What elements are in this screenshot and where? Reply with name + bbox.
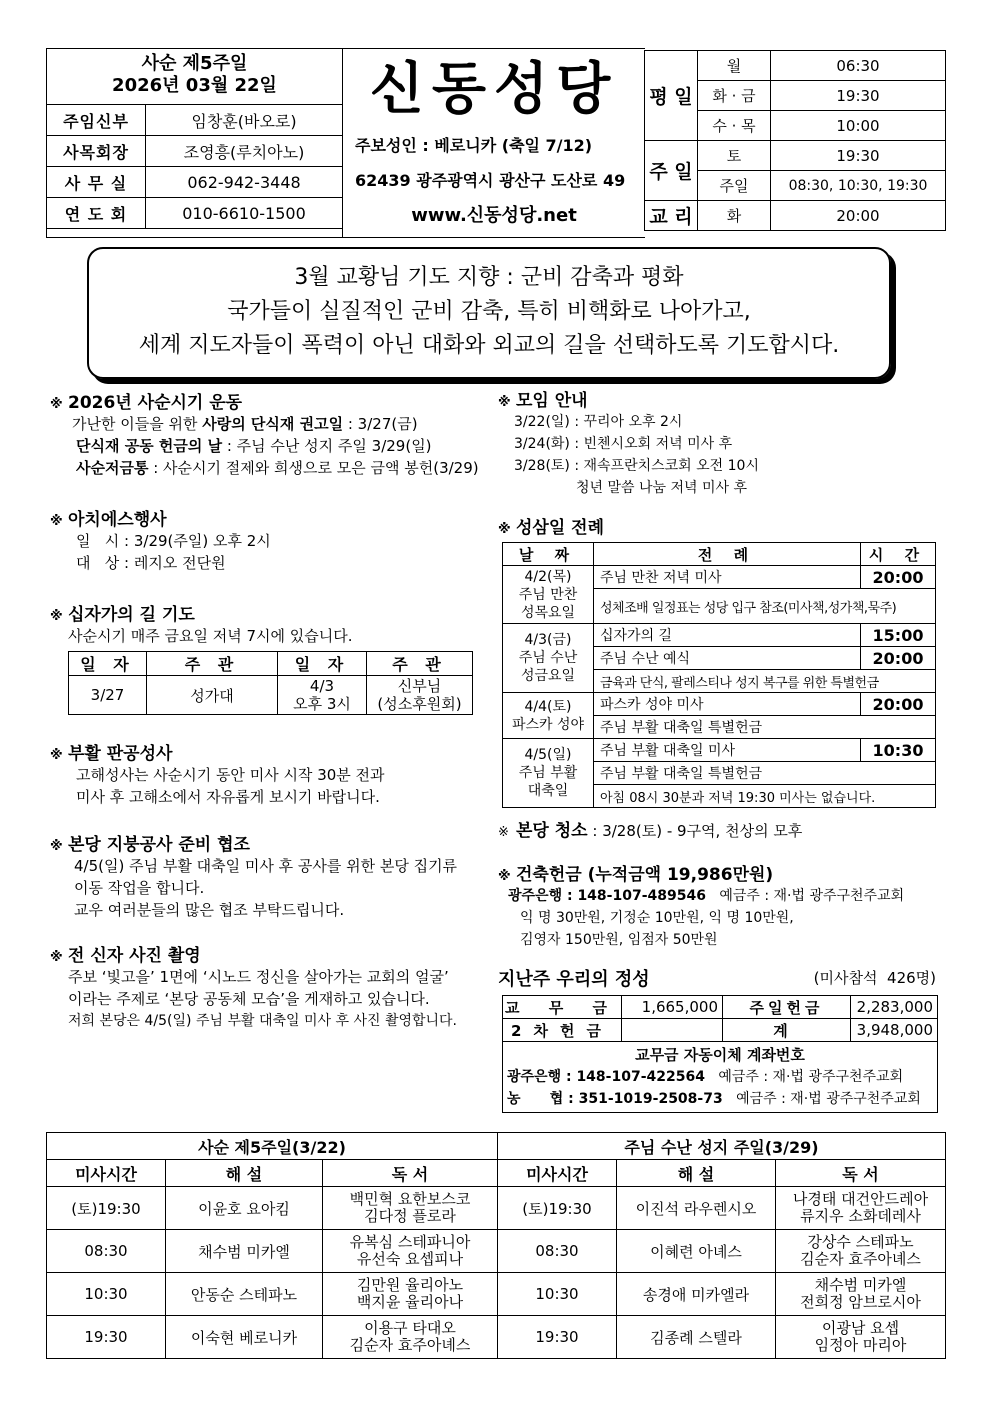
cell-line: 오후 3시 xyxy=(293,695,351,713)
schedule-day: 주일 xyxy=(698,171,771,201)
reader: 유복심 스테파니아 xyxy=(349,1233,471,1251)
date-cell xyxy=(503,693,594,739)
commentator: 김종례 스텔라 xyxy=(617,1316,776,1359)
catechism-label: 교 리 xyxy=(645,201,698,231)
cell-line: 4/5(일) xyxy=(524,747,572,763)
reference-mark-icon: ※ xyxy=(50,514,63,529)
reference-mark-icon: ※ xyxy=(498,522,511,537)
commentator: 이숙현 베로니카 xyxy=(166,1316,323,1359)
staff-value: 010-6610-1500 xyxy=(146,198,343,229)
lent-line xyxy=(72,413,496,435)
text-bold: 단식재 공동 헌금의 날 xyxy=(76,437,223,455)
acies-line: 대 상 : 레지오 전단원 xyxy=(76,554,226,572)
reference-mark-icon: ※ xyxy=(50,748,63,763)
section-title xyxy=(50,505,496,530)
reader: 김다정 플로라 xyxy=(364,1207,456,1225)
reference-mark-icon: ※ xyxy=(50,950,63,965)
reference-mark-icon: ※ xyxy=(498,869,511,884)
liturgy-cell: 주님 부활 대축일 미사 xyxy=(594,739,861,762)
col-header: 독 서 xyxy=(323,1160,498,1187)
cell-line: 파스카 성야 xyxy=(511,716,585,733)
staff-label: 사목회장 xyxy=(47,136,146,167)
mass-time: 19:30 xyxy=(498,1316,617,1359)
col-header: 해 설 xyxy=(617,1160,776,1187)
time-cell: 20:00 xyxy=(861,693,936,716)
cleaning-title: 본당 청소 xyxy=(516,821,588,841)
building-account xyxy=(508,885,942,907)
offering-label: 주일헌금 xyxy=(723,996,851,1019)
banner-line: 국가들이 실질적인 군비 감축, 특히 비핵화로 나아가고, xyxy=(227,299,751,324)
photo-title: 전 신자 사진 촬영 xyxy=(68,946,201,966)
staff-value: 조영흥(루치아노) xyxy=(146,136,343,167)
reader: 이광남 요셉 xyxy=(821,1319,900,1337)
text-bold: 광주은행 : 148-107-422564 xyxy=(507,1069,705,1085)
section-title xyxy=(50,388,496,413)
reader: 류지우 소화데레사 xyxy=(800,1207,921,1225)
section-title xyxy=(50,600,496,625)
cell-line: 4/3(금) xyxy=(524,632,572,648)
offering-value xyxy=(622,1019,723,1042)
roster-title: 사순 제5주일(3/22) xyxy=(47,1133,498,1160)
schedule-day: 토 xyxy=(698,141,771,171)
way-of-cross-table xyxy=(68,651,473,715)
photo-line: 주보 ‘빛고을’ 1면에 ‘시노드 정신을 살아가는 교회의 얼굴’ xyxy=(68,968,449,986)
mass-time: 19:30 xyxy=(47,1316,166,1359)
col-header: 시 간 xyxy=(861,543,936,566)
reference-mark-icon: ※ xyxy=(498,395,511,410)
roof-title: 본당 지붕공사 준비 협조 xyxy=(68,835,250,855)
offering-value: 2,283,000 xyxy=(851,996,938,1019)
left-column xyxy=(50,388,496,1032)
readers xyxy=(776,1273,946,1316)
col-header: 일 자 xyxy=(69,652,147,676)
triduum-table xyxy=(502,542,936,808)
attendance-count: (미사참석 426명) xyxy=(813,969,936,987)
time-cell: 20:00 xyxy=(861,647,936,670)
cell-line: 대축일 xyxy=(527,783,569,799)
acies-line: 일 시 : 3/29(주일) 오후 2시 xyxy=(76,532,271,550)
time-cell: 10:30 xyxy=(861,739,936,762)
text: 예금주 : 재·법 광주구천주교회 xyxy=(722,1091,921,1107)
reader: 백지윤 율리아나 xyxy=(356,1293,464,1311)
schedule-day: 화 xyxy=(698,201,771,231)
col-header: 해 설 xyxy=(166,1160,323,1187)
reference-mark-icon: ※ xyxy=(50,839,63,854)
donor-line: 김영자 150만원, 임점자 50만원 xyxy=(520,932,718,948)
lent-title: 2026년 사순시기 운동 xyxy=(68,393,243,413)
text: 예금주 : 재·법 광주구천주교회 xyxy=(705,888,905,904)
text-bold: 광주은행 : 148-107-489546 xyxy=(508,888,706,904)
reader: 김순자 효주아녜스 xyxy=(800,1250,921,1268)
reader: 이용구 타대오 xyxy=(364,1319,456,1337)
reader: 김만원 율리아노 xyxy=(356,1276,464,1294)
offering-label: 계 xyxy=(723,1019,851,1042)
col-header: 독 서 xyxy=(776,1160,946,1187)
liturgy-cell: 아침 08시 30분과 저녁 19:30 미사는 없습니다. xyxy=(594,785,936,808)
text: : 주님 수난 성지 주일 3/29(일) xyxy=(222,437,432,455)
col-header: 미사시간 xyxy=(498,1160,617,1187)
roof-line: 교우 여러분들의 많은 협조 부탁드립니다. xyxy=(74,901,345,919)
reader: 전희정 암브로시아 xyxy=(800,1293,921,1311)
meeting-line: 3/22(일) : 꾸리아 오후 2시 xyxy=(514,414,683,430)
acies-title: 아치에스행사 xyxy=(68,510,167,530)
reader: 강상수 스테파노 xyxy=(807,1233,914,1251)
section-title xyxy=(498,386,942,411)
cell-line: 주님 만찬 xyxy=(518,586,578,603)
mass-time: 10:30 xyxy=(47,1273,166,1316)
reader: 유선숙 요셉피나 xyxy=(356,1250,464,1268)
parish-website[interactable]: www.신동성당.net xyxy=(411,205,577,226)
schedule-time: 10:00 xyxy=(771,111,946,141)
time-cell: 20:00 xyxy=(861,566,936,589)
banner-line: 세계 지도자들이 폭력이 아닌 대화와 외교의 길을 선택하도록 기도합시다. xyxy=(138,333,840,358)
date-cell xyxy=(503,566,594,624)
section-title xyxy=(498,860,942,885)
table-row xyxy=(47,1316,946,1359)
time-cell: 15:00 xyxy=(861,624,936,647)
table-cell xyxy=(367,676,473,715)
roof-line: 4/5(일) 주님 부활 대축일 미사 후 공사를 위한 본당 집기류 xyxy=(74,857,458,875)
commentator: 채수범 미카엘 xyxy=(166,1230,323,1273)
readers xyxy=(776,1187,946,1230)
schedule-time: 08:30, 10:30, 19:30 xyxy=(771,171,946,201)
col-header: 미사시간 xyxy=(47,1160,166,1187)
schedule-time: 06:30 xyxy=(771,51,946,81)
staff-label: 사 무 실 xyxy=(47,167,146,198)
offering-label: 교 무 금 xyxy=(503,996,622,1019)
table-row xyxy=(47,1273,946,1316)
col-header: 주 관 xyxy=(367,652,473,676)
col-header: 주 관 xyxy=(147,652,278,676)
text: : 사순시기 절제와 희생으로 모은 금액 봉헌(3/29) xyxy=(148,459,479,477)
offering-title: 지난주 우리의 정성 xyxy=(498,969,650,990)
schedule-time: 19:30 xyxy=(771,81,946,111)
commentator: 송경애 미카엘라 xyxy=(617,1273,776,1316)
offering-value: 1,665,000 xyxy=(622,996,723,1019)
liturgy-cell: 주님 수난 예식 xyxy=(594,647,861,670)
cell-line: 주님 부활 xyxy=(518,765,578,781)
prayer-intention-banner xyxy=(87,247,891,379)
text: 예금주 : 재·법 광주구천주교회 xyxy=(704,1069,904,1085)
commentator: 이윤호 요아킴 xyxy=(166,1187,323,1230)
staff-label: 주임신부 xyxy=(47,105,146,136)
liturgy-cell: 주님 부활 대축일 특별헌금 xyxy=(594,762,936,785)
date-cell xyxy=(503,624,594,693)
reader: 나경태 대건안드레아 xyxy=(792,1190,929,1208)
text-bold: 사랑의 단식재 권고일 xyxy=(202,415,344,433)
reference-mark-icon: ※ xyxy=(50,397,63,412)
liturgy-cell: 주님 부활 대축일 특별헌금 xyxy=(594,716,936,739)
schedule-day: 수 · 목 xyxy=(698,111,771,141)
table-row xyxy=(47,1230,946,1273)
readers xyxy=(776,1316,946,1359)
readers xyxy=(323,1273,498,1316)
reference-mark-icon: ※ xyxy=(498,825,509,840)
col-header: 전 례 xyxy=(594,543,861,566)
reader: 김순자 효주아녜스 xyxy=(349,1336,471,1354)
lent-line xyxy=(76,435,496,457)
schedule-time: 20:00 xyxy=(771,201,946,231)
staff-label: 연 도 회 xyxy=(47,198,146,229)
table-cell: 성가대 xyxy=(147,676,278,715)
roof-line: 이동 작업을 합니다. xyxy=(74,879,205,897)
confession-title: 부활 판공성사 xyxy=(68,744,173,764)
schedule-time: 19:30 xyxy=(771,141,946,171)
mass-time: (토)19:30 xyxy=(47,1187,166,1230)
lent-line xyxy=(76,457,496,479)
section-title xyxy=(50,941,496,966)
cell-line: 신부님 xyxy=(397,677,442,695)
readers xyxy=(776,1230,946,1273)
weekday-label: 평 일 xyxy=(645,51,698,141)
offering-header xyxy=(498,965,942,989)
section-title xyxy=(50,830,496,855)
parish-address: 62439 광주광역시 광산구 도산로 49 xyxy=(355,171,626,190)
banner-line: 3월 교황님 기도 지향 : 군비 감축과 평화 xyxy=(294,265,684,290)
mass-roster-table xyxy=(46,1132,946,1359)
section-title xyxy=(50,739,496,764)
triduum-title: 성삼일 전례 xyxy=(516,518,605,538)
commentator: 이진석 라우렌시오 xyxy=(617,1187,776,1230)
commentator: 안동순 스테파노 xyxy=(166,1273,323,1316)
mass-time: (토)19:30 xyxy=(498,1187,617,1230)
reader: 채수범 미카엘 xyxy=(814,1276,907,1294)
account-line xyxy=(507,1066,933,1088)
auto-transfer-title: 교무금 자동이체 계좌번호 xyxy=(635,1046,805,1064)
roster-title: 주님 수난 성지 주일(3/29) xyxy=(498,1133,946,1160)
donor-line: 익 명 30만원, 기정순 10만원, 익 명 10만원, xyxy=(520,910,794,926)
staff-value: 임창훈(바오로) xyxy=(146,105,343,136)
building-title: 건축헌금 (누적금액 19,986만원) xyxy=(516,865,774,885)
mass-schedule-table xyxy=(644,50,946,231)
meeting-line: 3/24(화) : 빈첸시오회 저녁 미사 후 xyxy=(514,436,733,452)
staff-table xyxy=(46,104,343,229)
mass-time: 08:30 xyxy=(498,1230,617,1273)
cell-line: 4/4(토) xyxy=(524,698,572,715)
liturgy-cell: 금육과 단식, 팔레스티나 성지 복구를 위한 특별헌금 xyxy=(594,670,936,693)
col-header: 일 자 xyxy=(278,652,367,676)
readers xyxy=(323,1230,498,1273)
schedule-day: 월 xyxy=(698,51,771,81)
liturgy-cell: 십자가의 길 xyxy=(594,624,861,647)
table-row xyxy=(47,1187,946,1230)
readers xyxy=(323,1187,498,1230)
bulletin-date: 2026년 03월 22일 xyxy=(112,75,277,96)
section-title xyxy=(498,513,942,538)
reader: 임정아 마리아 xyxy=(814,1336,907,1354)
mass-time: 08:30 xyxy=(47,1230,166,1273)
cleaning-line xyxy=(498,820,942,844)
commentator: 이혜련 아녜스 xyxy=(617,1230,776,1273)
col-header: 날 짜 xyxy=(503,543,594,566)
header-center xyxy=(343,48,645,238)
parish-name: 신동성당 xyxy=(369,57,619,122)
cell-line: 주님 수난 xyxy=(518,650,578,666)
confession-line: 미사 후 고해소에서 자유롭게 보시기 바랍니다. xyxy=(76,788,380,806)
right-column xyxy=(498,386,942,1113)
account-line xyxy=(507,1088,933,1110)
way-title: 십자가의 길 기도 xyxy=(68,605,195,625)
reader: 백민혁 요한보스코 xyxy=(349,1190,471,1208)
cell-line: 성목요일 xyxy=(520,604,576,621)
photo-line: 저희 본당은 4/5(일) 주님 부활 대축일 미사 후 사진 촬영합니다. xyxy=(68,1013,458,1029)
offering-value: 3,948,000 xyxy=(851,1019,938,1042)
text: 가난한 이들을 위한 xyxy=(72,415,203,433)
date-cell xyxy=(503,739,594,808)
text-bold: 사순저금통 xyxy=(76,459,149,477)
cleaning-text: : 3/28(토) - 9구역, 천상의 모후 xyxy=(587,822,803,840)
schedule-day: 화 · 금 xyxy=(698,81,771,111)
offering-table xyxy=(502,995,938,1113)
liturgy-cell: 파스카 성야 미사 xyxy=(594,693,861,716)
mass-time: 10:30 xyxy=(498,1273,617,1316)
meetings-title: 모임 안내 xyxy=(516,391,588,411)
header-left xyxy=(46,48,343,238)
table-cell: 3/27 xyxy=(69,676,147,715)
text-bold: 농 협 : 351-1019-2508-73 xyxy=(507,1091,723,1107)
confession-line: 고해성사는 사순시기 동안 미사 시작 30분 전과 xyxy=(76,766,385,784)
photo-line: 이라는 주제로 ‘본당 공동체 모습’을 게재하고 있습니다. xyxy=(68,990,430,1008)
readers xyxy=(323,1316,498,1359)
auto-transfer-cell xyxy=(503,1042,938,1113)
offering-label: 2차헌금 xyxy=(503,1019,622,1042)
sunday-name: 사순 제5주일 xyxy=(141,53,248,74)
cell-line: 성금요일 xyxy=(520,668,576,684)
liturgy-cell: 주님 만찬 저녁 미사 xyxy=(594,566,861,589)
cell-line: 4/3 xyxy=(309,677,335,695)
sunday-label: 주 일 xyxy=(645,141,698,201)
cell-line: (성소후원회) xyxy=(377,695,462,713)
liturgy-cell: 성체조배 일정표는 성당 입구 참조(미사책,성가책,묵주) xyxy=(594,589,936,624)
cell-line: 4/2(목) xyxy=(524,568,572,585)
reference-mark-icon: ※ xyxy=(50,609,63,624)
meeting-line: 청년 말씀 나눔 저녁 미사 후 xyxy=(576,480,748,496)
staff-value: 062-942-3448 xyxy=(146,167,343,198)
table-cell xyxy=(278,676,367,715)
way-desc: 사순시기 매주 금요일 저녁 7시에 있습니다. xyxy=(68,627,353,645)
meeting-line: 3/28(토) : 재속프란치스코회 오전 10시 xyxy=(514,458,759,474)
patron-saint: 주보성인 : 베로니카 (축일 7/12) xyxy=(355,136,593,155)
text: : 3/27(금) xyxy=(343,415,418,433)
